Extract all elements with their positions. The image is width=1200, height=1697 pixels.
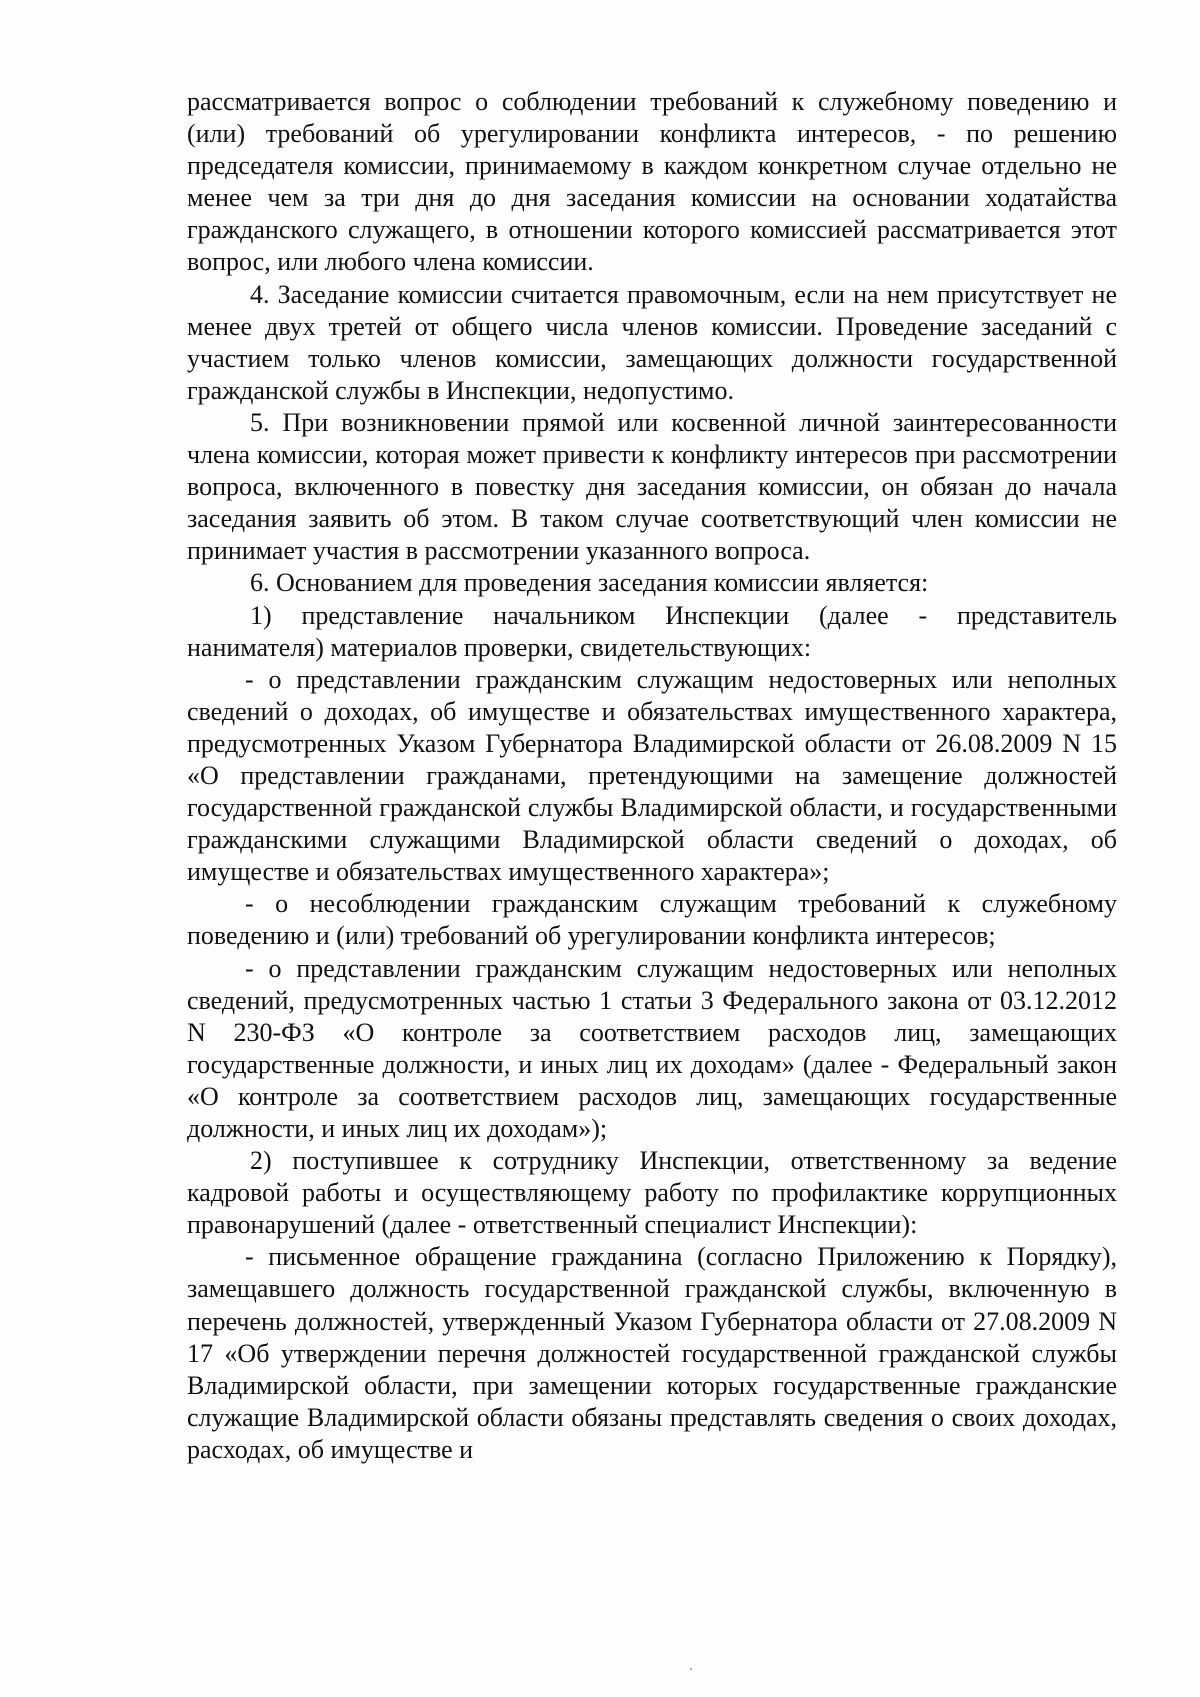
dash-item-conduct: - о несоблюдении гражданским служащим требований к служебному поведению и (или) требований об урегулировании конфликта интересов; — [187, 889, 1117, 951]
document-body — [187, 86, 1117, 1466]
paragraph-item-4: 4. Заседание комиссии считается правомочным, если на нем присутствует не менее двух третей от общего числа членов комиссии. Проведение заседаний с участием только членов комиссии, замещающих должности государственной гражданской службы в Инспекции, недопустимо. — [187, 279, 1117, 405]
dash-item-written-appeal: - письменное обращение гражданина (согласно Приложению к Порядку), замещавшего должность государственной гражданской службы, включенную в перечень должностей, утвержденный Указом Губернатора области от 27.08.2009 N 17 «Об утверждении перечня должностей государственной гражданской службы Владимирской области, при замещении которых государственные гражданские служащие Владимирской области обязаны представлять сведения о своих доходах, расходах, об имуществе и — [187, 1242, 1117, 1464]
scan-speck — [690, 1668, 692, 1670]
dash-item-expenses-info: - о представлении гражданским служащим недостоверных или неполных сведений, предусмотренных частью 1 статьи 3 Федерального закона от 03.12.2012 N 230-ФЗ «О контроле за соответствием расходов лиц, замещающих государственные должности, и иных лиц их доходам» (далее - Федеральный закон «О контроле за соответствием расходов лиц, замещающих государственные должности, и иных лиц их доходам»); — [187, 953, 1117, 1143]
subitem-1: 1) представление начальником Инспекции (далее - представитель нанимателя) материалов проверки, свидетельствующих: — [187, 600, 1117, 662]
subitem-2: 2) поступившее к сотруднику Инспекции, ответственному за ведение кадровой работы и осуществляющему работу по профилактике коррупционных правонарушений (далее - ответственный специалист Инспекции): — [187, 1146, 1117, 1240]
paragraph-continuation: рассматривается вопрос о соблюдении требований к служебному поведению и (или) требований об урегулировании конфликта интересов, - по решению председателя комиссии, принимаемому в каждом конкретном случае отдельно не менее чем за три дня до дня заседания комиссии на основании ходатайства гражданского служащего, в отношении которого комиссией рассматривается этот вопрос, или любого члена комиссии. — [187, 87, 1117, 277]
paragraph-item-5: 5. При возникновении прямой или косвенной личной заинтересованности члена комиссии, которая может привести к конфликту интересов при рассмотрении вопроса, включенного в повестку дня заседания комиссии, он обязан до начала заседания заявить об этом. В таком случае соответствующий член комиссии не принимает участия в рассмотрении указанного вопроса. — [187, 407, 1117, 566]
dash-item-income-info: - о представлении гражданским служащим недостоверных или неполных сведений о доходах, об имуществе и обязательствах имущественного характера, предусмотренных Указом Губернатора Владимирской области от 26.08.2009 N 15 «О представлении гражданами, претендующими на замещение должностей государственной гражданской службы Владимирской области, и государственными гражданскими служащими Владимирской области сведений о доходах, об имуществе и обязательствах имущественного характера»; — [187, 664, 1117, 887]
paragraph-item-6: 6. Основанием для проведения заседания комиссии является: — [250, 568, 929, 598]
